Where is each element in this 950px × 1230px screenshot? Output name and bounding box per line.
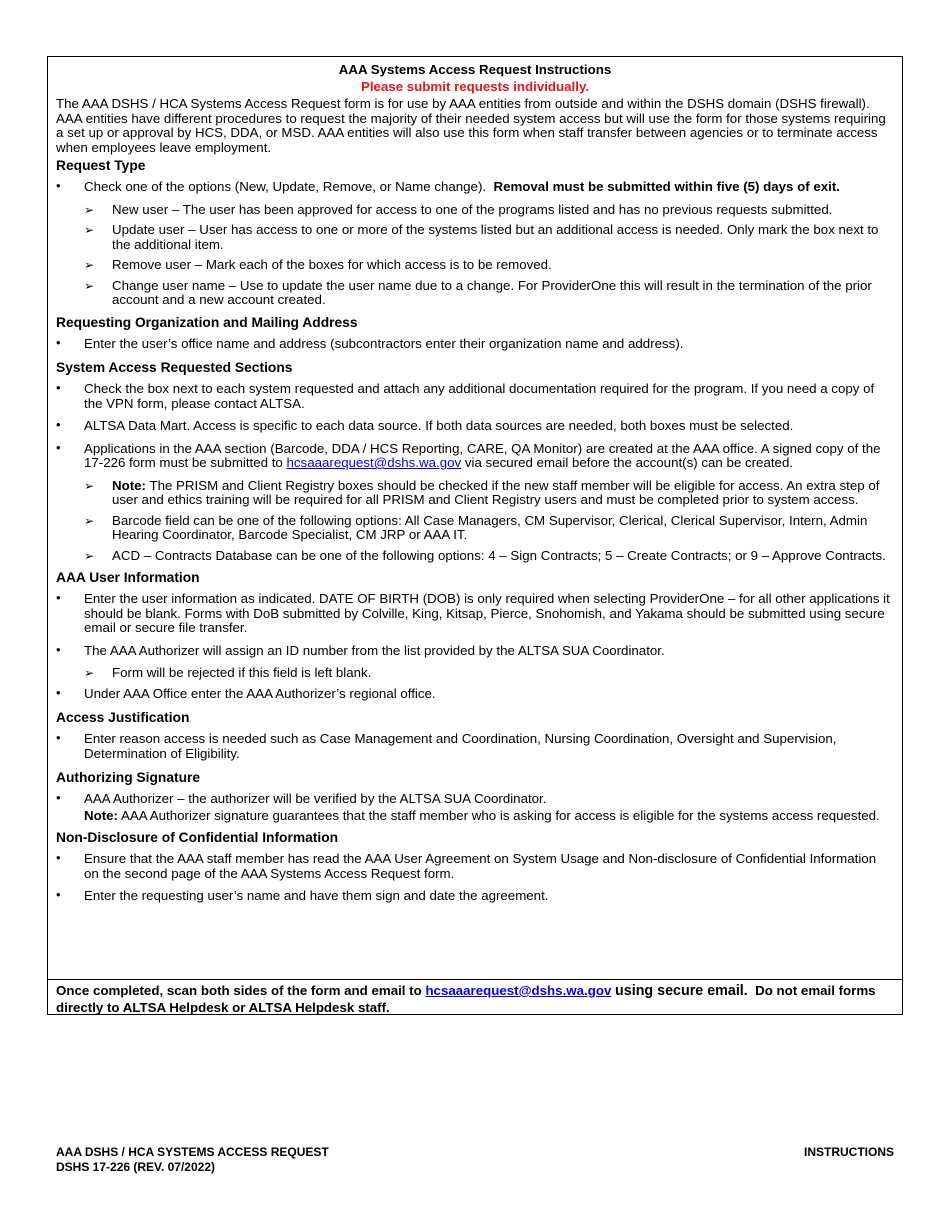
arrow-bullet-icon: ➢ bbox=[84, 666, 95, 680]
page-footer-right: INSTRUCTIONS bbox=[804, 1145, 894, 1159]
form-number: DSHS 17-226 (REV. 07/2022) bbox=[56, 1159, 215, 1174]
bullet-item: • Check the box next to each system requested and attach any additional documentation required for the program. If you need a copy of the VPN form, please contact ALTSA. bbox=[56, 380, 875, 411]
sub-item: ➢ Barcode field can be one of the following options: All Case Managers, CM Supervisor, Clerical, Clerical Supervisor, Intern, Admin Hearing Coordinator, Barcode Specialist, CM JRP or AAA IT. bbox=[84, 512, 868, 542]
bullet-item: • Enter the user information as indicated. DATE OF BIRTH (DOB) is only required when selecting ProviderOne – for all other applications it should be blank. Forms with DoB submitted by Colville, King, Kitsap, Pierce, Snohomish, and Yakama should be submitted using secure email or secure file transfer. bbox=[56, 590, 890, 635]
bullet-item: • Check one of the options (New, Update, Remove, or Name change). Removal must be submitted within five (5) days of exit. bbox=[56, 178, 840, 194]
bullet-icon: • bbox=[56, 730, 61, 745]
bullet-icon: • bbox=[56, 590, 61, 605]
bullet-icon: • bbox=[56, 417, 61, 432]
bullet-icon: • bbox=[56, 439, 61, 455]
section-heading-signature: Authorizing Signature bbox=[56, 770, 201, 785]
closing-instructions: Once completed, scan both sides of the form and email to hcsaaarequest@dshs.wa.gov using secure email. Do not email forms directly to ALTSA Helpdesk or ALTSA Helpdesk staff. bbox=[48, 979, 902, 1014]
bullet-icon: • bbox=[56, 380, 61, 395]
bullet-item: • Enter reason access is needed such as Case Management and Coordination, Nursing Coordination, Oversight and Supervision, Determination of Eligibility. bbox=[56, 730, 837, 761]
bullet-icon: • bbox=[56, 887, 61, 902]
sub-item: ➢ New user – The user has been approved for access to one of the programs listed and has no previous requests submitted. bbox=[84, 201, 833, 217]
section-heading-system-access: System Access Requested Sections bbox=[56, 360, 293, 375]
intro-paragraph: The AAA DSHS / HCA Systems Access Request form is for use by AAA entities from outside and within the DSHS domain (DSHS firewall). AAA entities have different procedures to request the majority of their needed system access but will use the form for those systems requiring a set up or approval by HCS, DDA, or MSD. AAA entities will also use this form when staff transfer between agencies or to terminate access when employees leave employment. bbox=[56, 96, 886, 155]
section-heading-request-type: Request Type bbox=[56, 158, 146, 173]
bullet-item: • Enter the user’s office name and address (subcontractors enter their organization name and address). bbox=[56, 334, 684, 351]
arrow-bullet-icon: ➢ bbox=[84, 278, 95, 293]
bullet-icon: • bbox=[56, 178, 61, 193]
bullet-item: • Enter the requesting user’s name and have them sign and date the agreement. bbox=[56, 887, 549, 903]
document-subtitle: Please submit requests individually. bbox=[360, 79, 590, 94]
note-label: Note: bbox=[84, 807, 118, 823]
section-heading-user-info: AAA User Information bbox=[56, 570, 200, 585]
sub-item: ➢ Update user – User has access to one or more of the systems listed but an additional access is needed. Only mark the box next to the additional item. bbox=[84, 222, 879, 252]
arrow-bullet-icon: ➢ bbox=[84, 478, 95, 493]
bullet-item: • AAA Authorizer – the authorizer will be verified by the ALTSA SUA Coordinator. bbox=[56, 790, 547, 806]
bullet-icon: • bbox=[56, 641, 61, 657]
arrow-bullet-icon: ➢ bbox=[84, 223, 95, 237]
sub-item: ➢ Remove user – Mark each of the boxes for which access is to be removed. bbox=[84, 257, 552, 272]
arrow-bullet-icon: ➢ bbox=[84, 202, 95, 217]
page-footer-left bbox=[56, 1145, 329, 1174]
bold-emphasis: Removal must be submitted within five (5) days of exit. bbox=[493, 179, 840, 194]
bullet-icon: • bbox=[56, 850, 61, 865]
note-paragraph: Note: AAA Authorizer signature guarantees that the staff member who is asking for access is eligible for the systems access requested. bbox=[84, 807, 880, 823]
sub-item: ➢ Note: The PRISM and Client Registry boxes should be checked if the new staff member will be eligible for access. An extra step of user and ethics training will be required for all PRISM and Client Registry users and must be completed prior to system access. bbox=[84, 477, 880, 507]
note-label: Note: bbox=[112, 477, 146, 493]
email-link[interactable]: hcsaaarequest@dshs.wa.gov bbox=[425, 983, 612, 998]
sub-item: ➢ ACD – Contracts Database can be one of the following options: 4 – Sign Contracts; 5 – Create Contracts; or 9 – Approve Contracts. bbox=[84, 547, 886, 563]
bullet-item: • Applications in the AAA section (Barcode, DDA / HCS Reporting, CARE, QA Monitor) are created at the AAA office. A signed copy of the 17-226 form must be submitted to hcsaaarequest@dshs.wa.gov via secured email before the account(s) can be created. bbox=[56, 439, 881, 470]
bullet-item: • ALTSA Data Mart. Access is specific to each data source. If both data sources are needed, both boxes must be selected. bbox=[56, 417, 794, 433]
sub-item: ➢ Change user name – Use to update the user name due to a change. For ProviderOne this will result in the termination of the prior account and a new account created. bbox=[84, 277, 872, 307]
bullet-icon: • bbox=[56, 684, 61, 700]
bullet-icon: • bbox=[56, 790, 61, 805]
bullet-icon: • bbox=[56, 334, 61, 350]
section-heading-nondisclosure: Non-Disclosure of Confidential Information bbox=[56, 830, 339, 845]
form-title: AAA DSHS / HCA SYSTEMS ACCESS REQUEST bbox=[56, 1145, 329, 1159]
email-link[interactable]: hcsaaarequest@dshs.wa.gov bbox=[286, 455, 462, 470]
sub-item: ➢ Form will be rejected if this field is left blank. bbox=[84, 665, 372, 680]
document-title: AAA Systems Access Request Instructions bbox=[338, 62, 612, 77]
section-heading-justification: Access Justification bbox=[56, 710, 190, 725]
bullet-item: • Under AAA Office enter the AAA Authorizer’s regional office. bbox=[56, 684, 436, 701]
instructions-frame bbox=[47, 56, 903, 1015]
section-heading-organization: Requesting Organization and Mailing Address bbox=[56, 314, 358, 330]
bullet-item: • Ensure that the AAA staff member has read the AAA User Agreement on System Usage and Non-disclosure of Confidential Information on the second page of the AAA Systems Access Request form. bbox=[56, 850, 877, 881]
bullet-item: • The AAA Authorizer will assign an ID number from the list provided by the ALTSA SUA Coordinator. bbox=[56, 641, 665, 658]
arrow-bullet-icon: ➢ bbox=[84, 513, 95, 528]
arrow-bullet-icon: ➢ bbox=[84, 258, 95, 272]
arrow-bullet-icon: ➢ bbox=[84, 548, 95, 563]
instructions-body bbox=[56, 61, 894, 912]
